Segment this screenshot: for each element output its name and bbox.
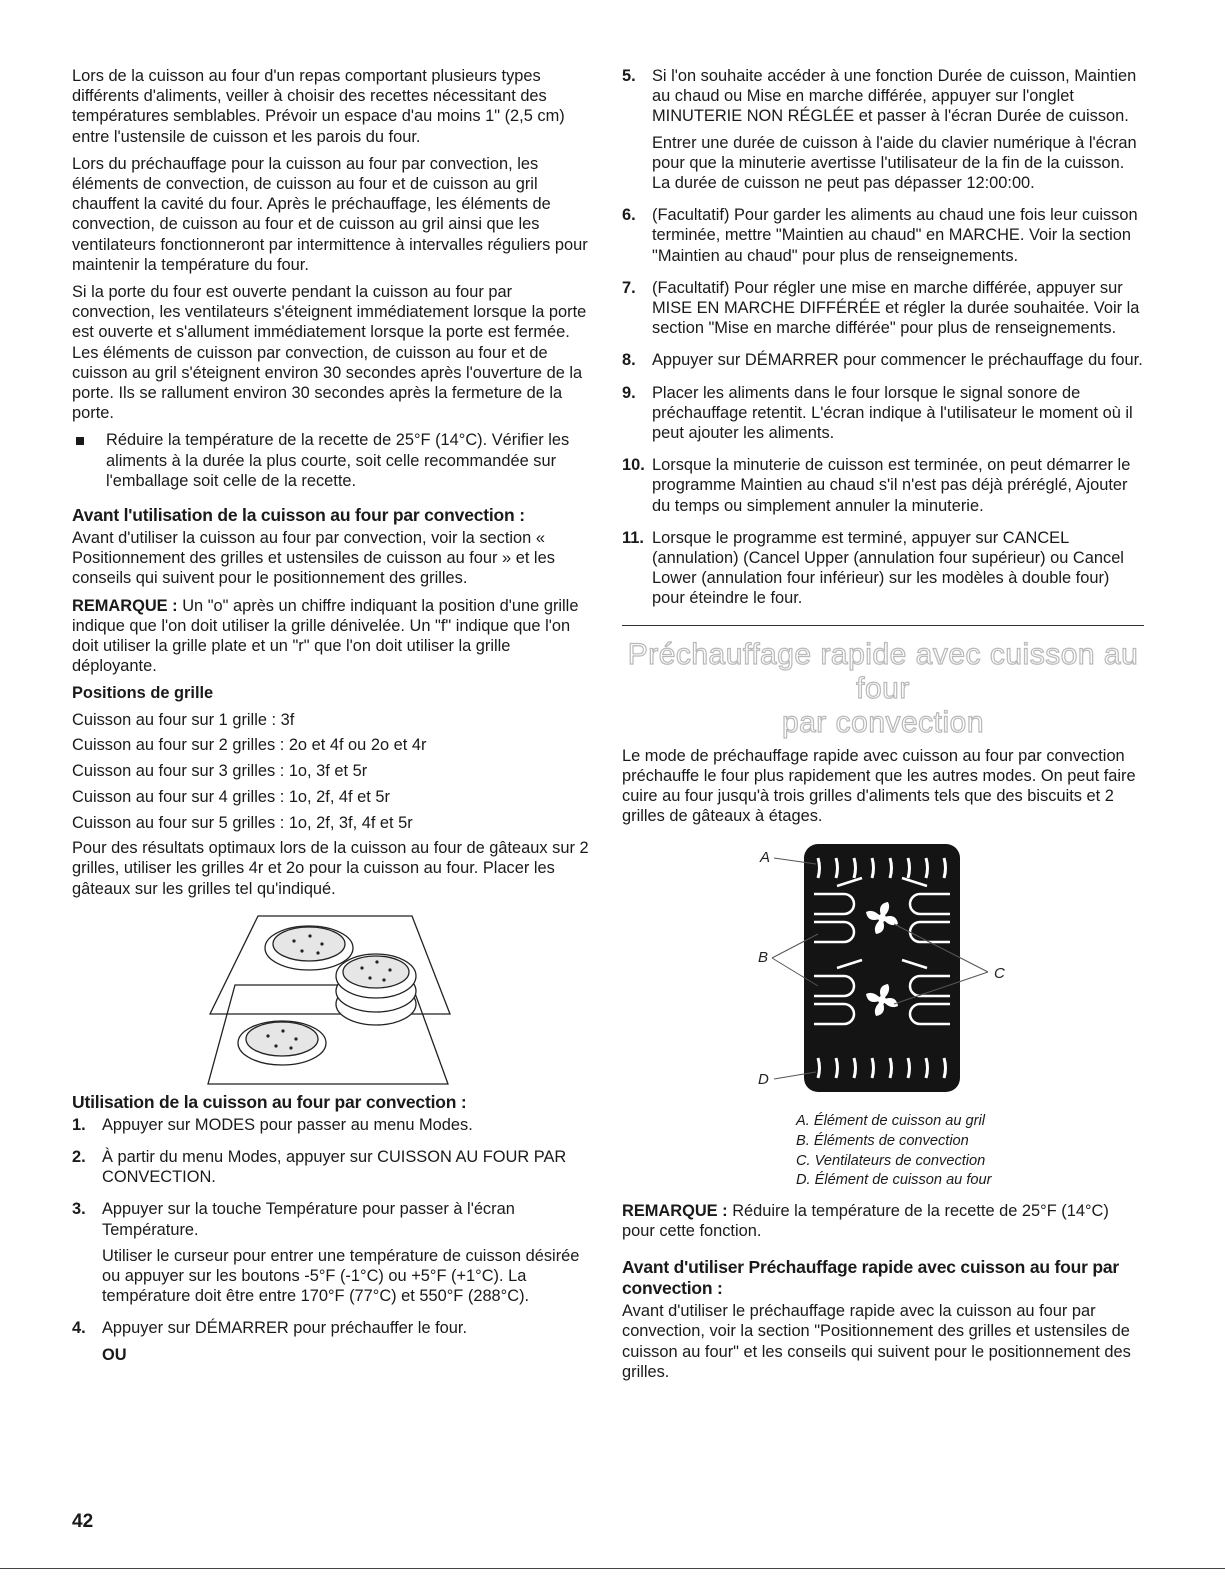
figure-caption [796, 1112, 1144, 1190]
two-rack-cakes-illustration [72, 906, 590, 1086]
section-title-line: Préchauffage rapide avec cuisson au four [627, 637, 1139, 705]
paragraph: Lors de la cuisson au four d'un repas comportant plusieurs types différents d'aliments, veiller à choisir des recettes nécessitant des températures semblables. Prévoir un espace d'au moins 1" (2,5 cm) entre l'ustensile de cuisson et les parois du four. [72, 67, 565, 146]
step-item [622, 383, 1144, 450]
step-text: Utiliser le curseur pour entrer une température de cuisson désirée ou appuyer sur les boutons -5°F (-1°C) ou +5°F (+1°C). La température doit être entre 170°F (77°C) et 550°F (288°C). [102, 1246, 580, 1306]
step-text: Lorsque le programme est terminé, appuyer sur CANCEL (annulation) (Cancel Upper (annulation four supérieur) ou Cancel Lower (annulation four inférieur) sur les modèles à double four) pour éteindre le four. [652, 528, 1124, 608]
label-c: C [994, 965, 1005, 983]
step-number: 10. [622, 456, 645, 475]
section-heading: Utilisation de la cuisson au four par convection : [72, 1091, 467, 1112]
list-item: Cuisson au four sur 2 grilles : 2o et 4f ou 2o et 4r [72, 736, 427, 755]
step-text: Si l'on souhaite accéder à une fonction Durée de cuisson, Maintien au chaud ou Mise en marche différée, appuyer sur l'onglet MINUTERIE NON RÉGLÉE et passer à l'écran Durée de cuisson. [652, 67, 1137, 126]
step-number: 8. [622, 351, 636, 370]
right-column [622, 66, 1144, 1389]
section-title [622, 638, 1144, 740]
remarque-note [622, 1201, 1144, 1241]
paragraph: Le mode de préchauffage rapide avec cuisson au four par convection préchauffe le four plus rapidement que les autres modes. On peut faire cuire au four jusqu'à trois grilles d'aliments tels que des biscuits et 2 grilles de gâteaux à étages. [622, 746, 1136, 826]
paragraph: Avant d'utiliser la cuisson au four par convection, voir la section « Positionnement des grilles et ustensiles de cuisson au four » et les conseils qui suivent pour le positionnement des grilles. [72, 529, 555, 588]
label-d: D [758, 1071, 769, 1089]
list-item: Cuisson au four sur 3 grilles : 1o, 3f et 5r [72, 762, 368, 781]
step-number: 9. [622, 383, 636, 402]
steps-list [72, 1115, 590, 1371]
paragraph: Si la porte du four est ouverte pendant la cuisson au four par convection, les ventilateurs s'éteignent immédiatement lorsque la porte est ouverte et s'allument immédiatement lorsque la porte est fermée. Les éléments de cuisson par convection, de cuisson au four et de cuisson au gril s'éteignent environ 30 secondes après l'ouverture de la porte. Ils se rallument environ 30 secondes après la fermeture de la porte. [72, 283, 587, 423]
remarque-text: Un "o" après un chiffre indiquant la position d'une grille indique que l'on doit utiliser la grille dénivelée. Un "f" indique que l'on doit utiliser la grille plate et un "r" que l'on doit utiliser la grille déployante. [72, 596, 579, 676]
left-column [72, 66, 590, 1377]
step-text: Appuyer sur MODES pour passer au menu Modes. [102, 1115, 473, 1134]
paragraph: Lors du préchauffage pour la cuisson au four par convection, les éléments de convection, de cuisson au four et de cuisson au gril chauffent la cavité du four. Après le préchauffage, les éléments de convection, de cuisson au four et de cuisson au gril ainsi que les ventilateurs fonctionneront par intermittence à intervalles réguliers pour maintenir la température du four. [72, 154, 588, 274]
rack-positions-list [72, 710, 590, 833]
label-b: B [758, 949, 769, 967]
step-number: 3. [72, 1200, 86, 1219]
bottom-divider [0, 1568, 1225, 1569]
list-item: Cuisson au four sur 5 grilles : 1o, 2f, 3f, 4f et 5r [72, 813, 413, 832]
steps-list [622, 66, 1144, 615]
step-number: 2. [72, 1148, 86, 1167]
step-text: Appuyer sur la touche Température pour passer à l'écran Température. [102, 1200, 515, 1239]
step-number: 5. [622, 67, 636, 85]
positions-title: Positions de grille [72, 684, 214, 703]
page-number: 42 [72, 1511, 94, 1532]
section-title-line: par convection [781, 705, 985, 739]
step-item [72, 1147, 590, 1193]
caption-line: A. Élément de cuisson au gril [796, 1113, 986, 1130]
step-text: Entrer une durée de cuisson à l'aide du clavier numérique à l'écran pour que la minuterie avertisse l'utilisateur de la fin de la cuisson. La durée de cuisson ne peut pas dépasser 12:00:00. [652, 133, 1137, 193]
caption-line: D. Élément de cuisson au four [796, 1172, 992, 1189]
remarque-label: REMARQUE : [622, 1201, 728, 1220]
bullet-square-icon [76, 437, 84, 445]
paragraph: Pour des résultats optimaux lors de la cuisson au four de gâteaux sur 2 grilles, utiliser les grilles 4r et 2o pour la cuisson au four. Placer les gâteaux sur les grilles tel qu'indiqué. [72, 839, 589, 898]
step-item [72, 1199, 590, 1312]
step-item [622, 455, 1144, 522]
paragraph: Avant d'utiliser le préchauffage rapide avec la cuisson au four par convection, voir la section "Positionnement des grilles et ustensiles de cuisson au four" et les conseils qui suivent pour le positionnement des grilles. [622, 1302, 1131, 1381]
caption-line: C. Ventilateurs de convection [796, 1152, 986, 1169]
bullet-text: Réduire la température de la recette de 25°F (14°C). Vérifier les aliments à la durée la plus courte, soit celle recommandée sur l'emballage soit celle de la recette. [106, 431, 570, 490]
list-item: Cuisson au four sur 4 grilles : 1o, 2f, 4f et 5r [72, 787, 390, 806]
caption-line: B. Éléments de convection [796, 1133, 969, 1150]
step-number: 7. [622, 278, 636, 297]
step-number: 11. [622, 528, 644, 547]
section-divider [622, 625, 1144, 626]
bullet-item [72, 430, 590, 491]
section-heading: Avant d'utiliser Préchauffage rapide avec cuisson au four par convection : [622, 1257, 1120, 1299]
step-text: Appuyer sur DÉMARRER pour préchauffer le four. [102, 1319, 468, 1338]
step-item [622, 278, 1144, 345]
step-text: Lorsque la minuterie de cuisson est terminée, on peut démarrer le programme Maintien au chaud s'il n'est pas déjà préréglé, Ajouter du temps ou simplement annuler la minuterie. [652, 456, 1131, 515]
remarque-text: Réduire la température de la recette de 25°F (14°C) pour cette fonction. [622, 1201, 1109, 1241]
step-item [622, 528, 1144, 615]
remarque-label: REMARQUE : [72, 596, 178, 615]
section-heading: Avant l'utilisation de la cuisson au four par convection : [72, 505, 525, 526]
step-item [622, 205, 1144, 272]
step-item [622, 350, 1144, 376]
convection-oven-diagram [622, 836, 1144, 1098]
step-item [72, 1318, 590, 1370]
step-or: OU [102, 1345, 127, 1364]
step-text: Appuyer sur DÉMARRER pour commencer le préchauffage du four. [652, 351, 1143, 370]
step-text: À partir du menu Modes, appuyer sur CUISSON AU FOUR PAR CONVECTION. [102, 1148, 567, 1187]
step-number: 1. [72, 1115, 86, 1134]
remarque-note [72, 596, 590, 677]
list-item: Cuisson au four sur 1 grille : 3f [72, 710, 295, 729]
step-item [622, 66, 1144, 199]
step-text: (Facultatif) Pour garder les aliments au chaud une fois leur cuisson terminée, mettre "Maintien au chaud" en MARCHE. Voir la section "Maintien au chaud" pour plus de renseignements. [652, 206, 1138, 265]
step-number: 4. [72, 1319, 86, 1338]
step-number: 6. [622, 206, 636, 225]
label-a: A [760, 849, 771, 867]
step-item [72, 1115, 590, 1141]
step-text: (Facultatif) Pour régler une mise en marche différée, appuyer sur MISE EN MARCHE DIFFÉRÉE et régler la durée souhaitée. Voir la section "Mise en marche différée" pour plus de renseignements. [652, 278, 1140, 338]
step-text: Placer les aliments dans le four lorsque le signal sonore de préchauffage retentit. L'écran indique à l'utilisateur le moment où il peut ajouter les aliments. [652, 383, 1133, 443]
